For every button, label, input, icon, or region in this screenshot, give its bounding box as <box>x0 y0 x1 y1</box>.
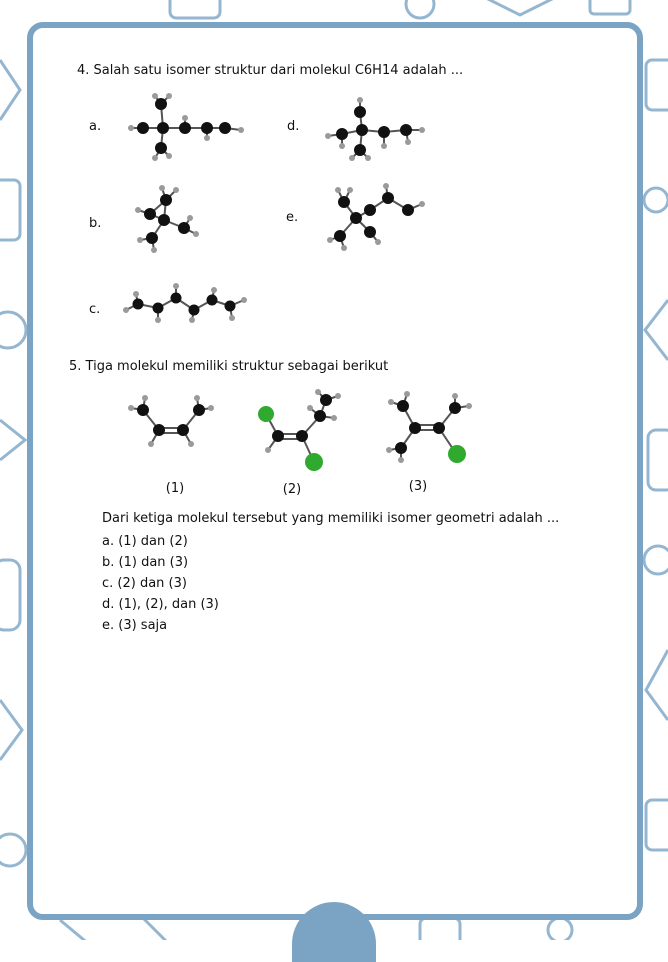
question-5-title: 5. Tiga molekul memiliki struktur sebagai berikut <box>69 359 389 374</box>
q4-molecule-b <box>128 182 208 254</box>
q5-choice-c[interactable]: c. (2) dan (3) <box>102 576 187 591</box>
q5-prompt: Dari ketiga molekul tersebut yang memiliki isomer geometri adalah ... <box>102 511 560 526</box>
q5-choice-a[interactable]: a. (1) dan (2) <box>102 534 188 549</box>
q5-figure-label-1: (1) <box>165 481 185 496</box>
q4-molecule-e <box>322 180 432 252</box>
q5-figure-label-3: (3) <box>408 479 428 494</box>
q5-choice-e[interactable]: e. (3) saja <box>102 618 168 633</box>
q4-option-a-label: a. <box>89 119 102 134</box>
q4-option-b-label: b. <box>89 216 102 231</box>
q5-molecule-1 <box>125 392 217 456</box>
q4-molecule-d <box>322 96 432 166</box>
q5-choice-b[interactable]: b. (1) dan (3) <box>102 555 189 570</box>
q5-figure-label-2: (2) <box>282 482 302 497</box>
q4-molecule-c <box>122 280 252 324</box>
q5-molecule-2 <box>254 388 346 476</box>
q5-choice-list <box>102 531 219 636</box>
q4-option-d-label: d. <box>287 119 300 134</box>
q4-option-c-label: c. <box>89 302 101 317</box>
q4-option-e-label: e. <box>286 210 299 225</box>
q4-molecule-a <box>125 90 250 170</box>
question-4-title: 4. Salah satu isomer struktur dari molekul C6H14 adalah ... <box>77 63 464 78</box>
q5-choice-d[interactable]: d. (1), (2), dan (3) <box>102 597 219 612</box>
q5-molecule-3 <box>383 388 479 472</box>
